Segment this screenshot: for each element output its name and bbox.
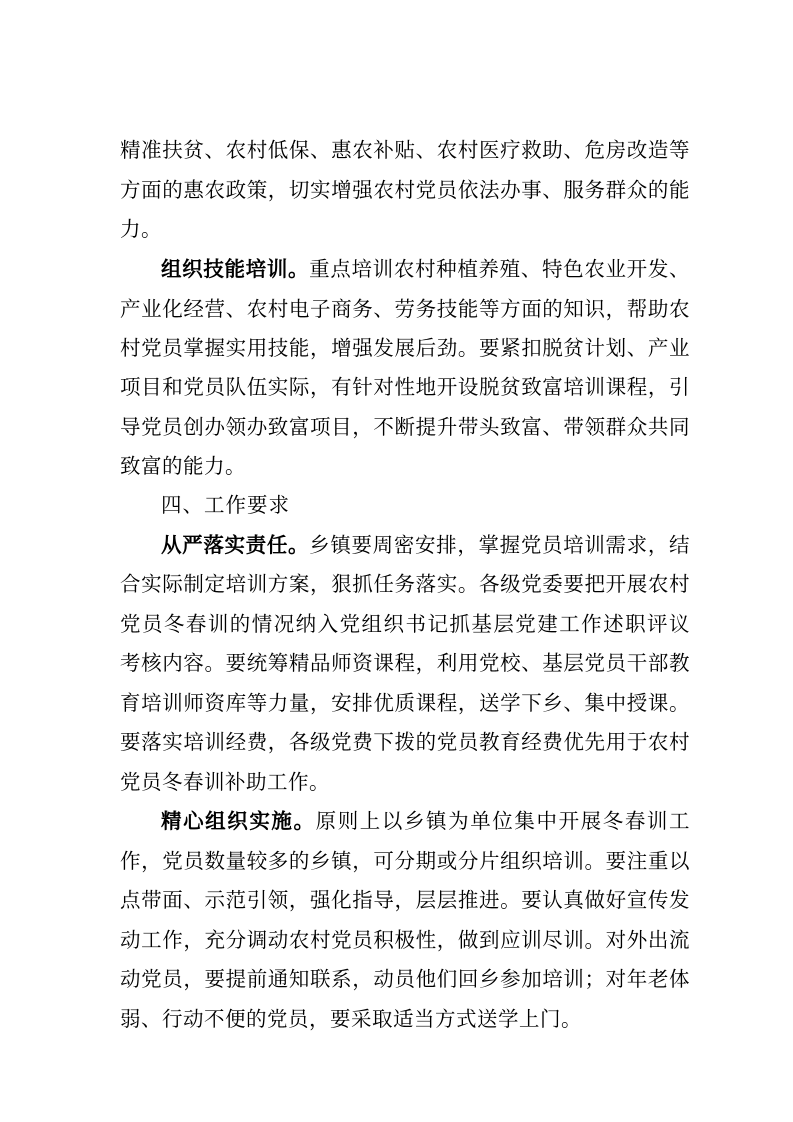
text-line: 作，党员数量较多的乡镇，可分期或分片组织培训。要注重以	[120, 849, 690, 873]
paragraph-first-line	[161, 254, 690, 284]
text-line: 合实际制定培训方案，狠抓任务落实。各级党委要把开展农村	[120, 572, 690, 596]
paragraph-lead: 精心组织实施。	[161, 809, 316, 833]
paragraph-text: 乡镇要周密安排，掌握党员培训需求，结	[309, 533, 691, 557]
text-line: 项目和党员队伍实际，有针对性地开设脱贫致富培训课程，引	[120, 375, 690, 399]
text-line: 致富的能力。	[120, 454, 246, 478]
text-line: 弱、行动不便的党员，要采取适当方式送学上门。	[120, 1007, 582, 1031]
text-line: 党员冬春训补助工作。	[120, 770, 330, 794]
text-line: 动工作，充分调动农村党员积极性，做到应训尽训。对外出流	[120, 928, 690, 952]
text-line: 村党员掌握实用技能，增强发展后劲。要紧扣脱贫计划、产业	[120, 336, 690, 360]
paragraph-lead: 组织技能培训。	[161, 257, 310, 281]
paragraph-first-line	[161, 806, 690, 836]
paragraph-lead: 从严落实责任。	[161, 533, 310, 557]
paragraph-first-line	[161, 530, 690, 560]
text-line: 方面的惠农政策，切实增强农村党员依法办事、服务群众的能	[120, 178, 690, 202]
text-line: 点带面、示范引领，强化指导，层层推进。要认真做好宣传发	[120, 888, 690, 912]
text-line: 党员冬春训的情况纳入党组织书记抓基层党建工作述职评议	[120, 612, 690, 636]
text-line: 要落实培训经费，各级党费下拨的党员教育经费优先用于农村	[120, 730, 690, 754]
text-line: 产业化经营、农村电子商务、劳务技能等方面的知识，帮助农	[120, 297, 690, 321]
text-line: 精准扶贫、农村低保、惠农补贴、农村医疗救助、危房改造等	[120, 138, 690, 162]
paragraph-text: 重点培训农村种植养殖、特色农业开发、	[309, 257, 691, 281]
text-line: 育培训师资库等力量，安排优质课程，送学下乡、集中授课。	[120, 691, 690, 715]
text-line: 力。	[120, 217, 162, 241]
text-line: 考核内容。要统筹精品师资课程，利用党校、基层党员干部教	[120, 651, 690, 675]
paragraph-text: 原则上以乡镇为单位集中开展冬春训工	[315, 809, 690, 833]
section-heading: 四、工作要求	[161, 493, 290, 517]
text-line: 动党员，要提前通知联系，动员他们回乡参加培训；对年老体	[120, 967, 690, 991]
text-line: 导党员创办领办致富项目，不断提升带头致富、带领群众共同	[120, 415, 690, 439]
